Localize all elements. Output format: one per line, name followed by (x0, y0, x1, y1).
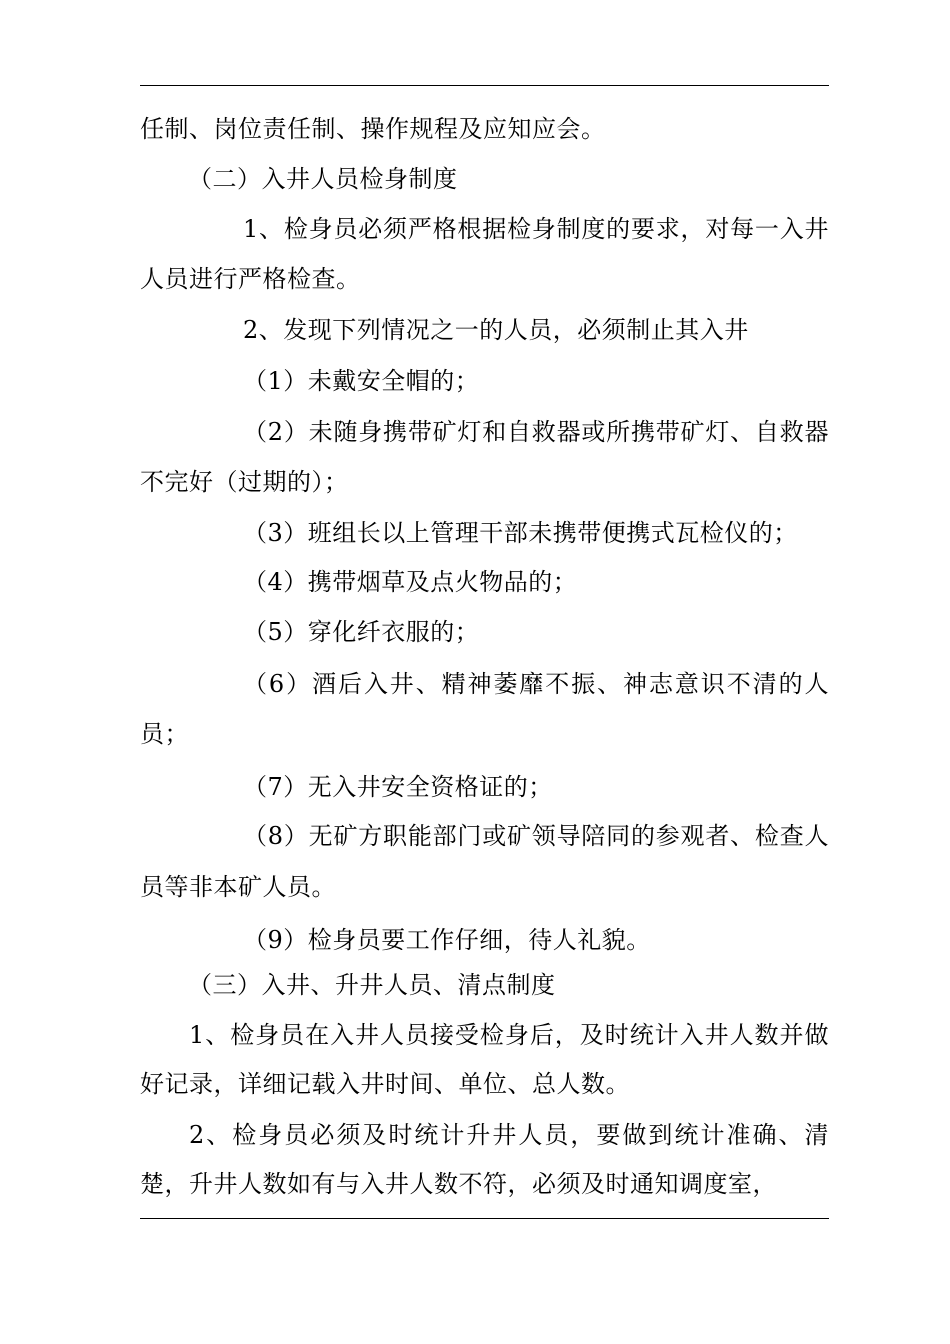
list-item-1: （1）未戴安全帽的； (243, 367, 480, 395)
list-item-5: （5）穿化纤衣服的； (243, 618, 480, 646)
list-item-8: （8）无矿方职能部门或矿领导陪同的参观者、检查人 (243, 822, 829, 850)
text-line-5: 2、发现下列情况之一的人员，必须制止其入井 (243, 316, 749, 344)
list-item-4: （4）携带烟草及点火物品的； (243, 568, 578, 596)
header-rule (140, 85, 829, 86)
text-line-3: 1、检身员必须严格根据检身制度的要求，对每一入井 (243, 215, 829, 243)
text-line-21: 2、检身员必须及时统计升井人员，要做到统计准确、清 (189, 1121, 829, 1149)
text-line-1: 任制、岗位责任制、操作规程及应知应会。 (140, 115, 606, 143)
list-item-8-cont: 员等非本矿人员。 (140, 873, 336, 901)
text-line-4: 人员进行严格检查。 (140, 265, 361, 293)
list-item-3: （3）班组长以上管理干部未携带便携式瓦检仪的； (243, 519, 798, 547)
list-item-2-cont: 不完好（过期的）； (140, 468, 349, 496)
text-line-22: 楚，升井人数如有与入井人数不符，必须及时通知调度室， (140, 1170, 777, 1198)
list-item-6-cont: 员； (140, 720, 189, 748)
list-item-9: （9）检身员要工作仔细，待人礼貌。 (243, 926, 651, 954)
list-item-2: （2）未随身携带矿灯和自救器或所携带矿灯、自救器 (243, 418, 829, 446)
section-heading-3: （三）入井、升井人员、清点制度 (188, 971, 556, 999)
text-line-20: 好记录，详细记载入井时间、单位、总人数。 (140, 1070, 630, 1098)
footer-rule (140, 1218, 829, 1219)
list-item-6: （6）酒后入井、精神萎靡不振、神志意识不清的人 (243, 670, 829, 698)
text-line-19: 1、检身员在入井人员接受检身后，及时统计入井人数并做 (189, 1021, 829, 1049)
list-item-7: （7）无入井安全资格证的； (243, 773, 553, 801)
section-heading-2: （二）入井人员检身制度 (188, 165, 458, 193)
